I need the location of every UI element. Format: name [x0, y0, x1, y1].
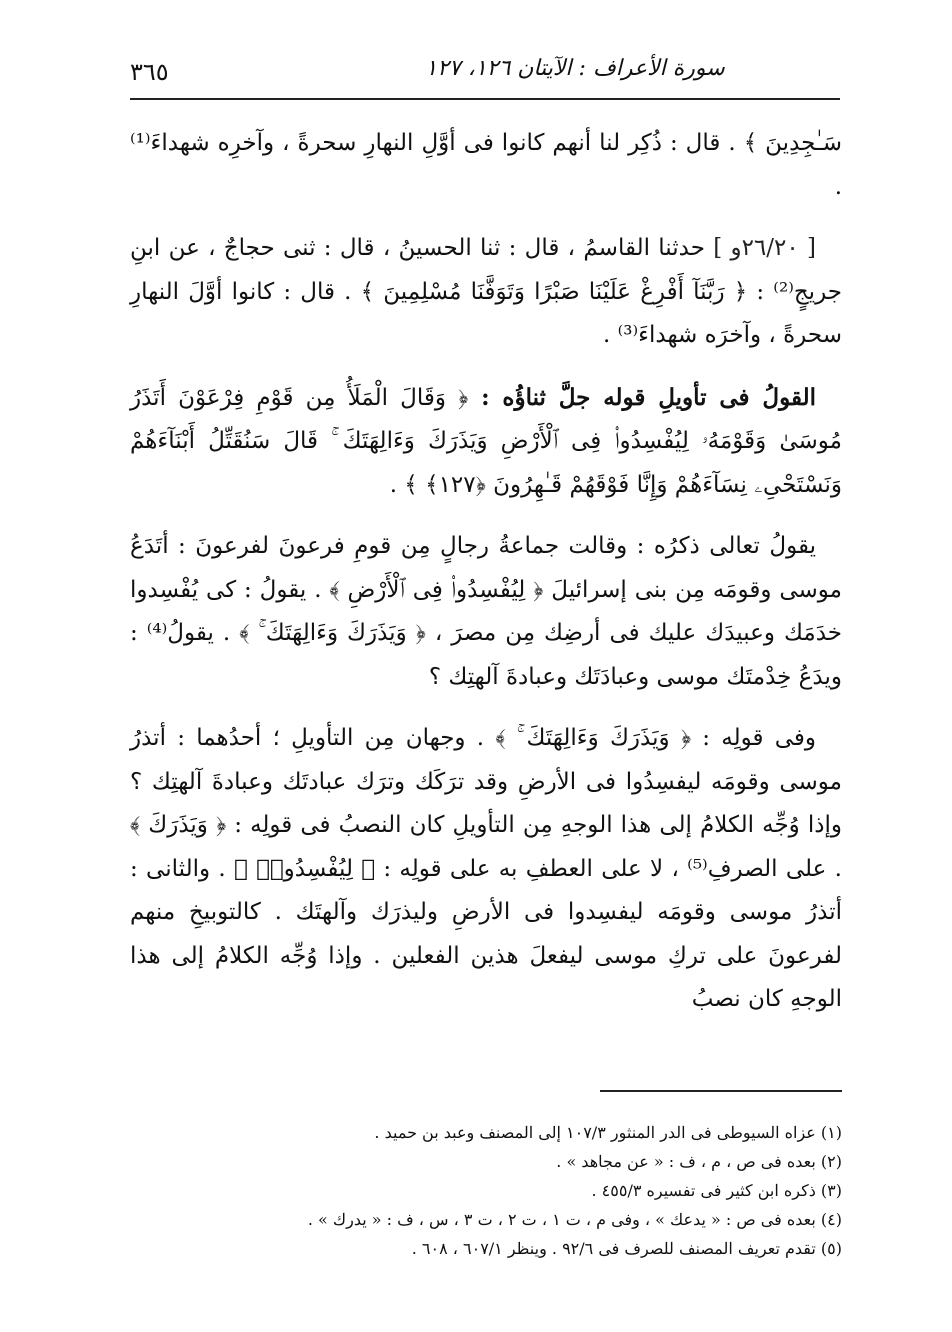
paragraph-3 [130, 376, 842, 508]
footnote-3: (٣) ذكره ابن كثير فى تفسيره ٤٥٥/٣ . [591, 1181, 842, 1200]
page-header [130, 52, 840, 100]
footnote-5: (٥) تقدم تعريف المصنف للصرف فى ٩٢/٦ . وينظر ٦٠٧/١ ، ٦٠٨ . [411, 1239, 842, 1258]
manuscript-reference: [ ٢٦/٢٠و ] [704, 235, 817, 261]
paragraph-text: ﴿ وَقَالَ الْمَلَأُ مِن قَوْمِ فِرْعَوْنَ أَتَذَرُ مُوسَىٰ وَقَوْمَهُۥ لِيُفْسِدُوا۟ فِى ٱلْأَرْضِ وَيَذَرَكَ وَءَالِهَتَكَ ۚ قَالَ سَنُقَتِّلُ أَبْنَآءَهُمْ وَنَسْتَحْىِۦ نِسَآءَهُمْ وَإِنَّا فَوْقَهُمْ قَـٰهِرُونَ ﴿١٢٧﴾ ﴾ . [130, 384, 842, 498]
paragraph-text: وفى قولِه : ﴿ وَيَذَرَكَ وَءَالِهَتَكَ ۚ ﴾ . وجهان مِن التأويلِ ؛ أحدُهما : أتذرُ موسى وقومَه ليفسِدُوا فى الأرضِ وقد ترَكَك وترَك عبادتَك وعبادةَ آلهتِك ؟ وإذا وُجِّه الكلامُ إلى هذا الوجهِ مِن التأويلِ كان النصبُ فى قولِه : ﴿ وَيَذَرَكَ ﴾ . على الصرفِ⁽⁵⁾ ، لا على العطفِ به على قولِه : ﴿ لِيُفْسِدُوا۟ ﴾ . والثانى : أتذرُ موسى وقومَه ليفسِدوا فى الأرضِ وليذرَك وآلهتَك . كالتوبيخِ منهم لفرعونَ على تركِ موسى ليفعلَ هذين الفعلين . وإذا وُجِّه الكلامُ إلى هذا الوجهِ كان نصبُ [130, 725, 842, 1012]
running-title: سورة الأعراف : الآيتان ١٢٦، ١٢٧ [425, 56, 725, 81]
footnote-divider [600, 1090, 842, 1092]
footnotes [130, 1118, 842, 1263]
main-text [130, 122, 842, 1022]
footnote-1: (١) عزاه السيوطى فى الدر المنثور ١٠٧/٣ إلى المصنف وعبد بن حميد . [374, 1123, 842, 1142]
paragraph-5 [130, 717, 842, 1022]
footnote-4: (٤) بعده فى ص : « يدعك » ، وفى م ، ت ١ ، ت ٢ ، ت ٣ ، س ، ف : « يدرك » . [307, 1210, 842, 1229]
footnote-2: (٢) بعده فى ص ، م ، ف : « عن مجاهد » . [556, 1152, 842, 1171]
section-heading: القولُ فى تأويلِ قوله جلَّ ثناؤُه : [468, 383, 816, 411]
paragraph-1 [130, 122, 842, 209]
paragraph-text: يقولُ تعالى ذكرُه : وقالت جماعةُ رجالٍ مِن قومِ فرعونَ لفرعونَ : أتَدَعُ موسى وقومَه مِن بنى إسرائيلَ ﴿ لِيُفْسِدُوا۟ فِى ٱلْأَرْضِ ﴾ . يقولُ : كى يُفْسِدوا خدَمَك وعبيدَك عليك فى أرضِك مِن مصرَ ، ﴿ وَيَذَرَكَ وَءَالِهَتَكَ ۚ ﴾ . يقولُ⁽⁴⁾ : ويدَعُ خِدْمتَك موسى وعبادَتَك وعبادةَ آلهتِك ؟ [130, 533, 842, 690]
paragraph-text: سَـٰجِدِينَ ﴾ . قال : ذُكِر لنا أنهم كانوا فى أوَّلِ النهارِ سحرةً ، وآخرِه شهداءَ⁽¹⁾ . [130, 130, 842, 200]
page-number: ٣٦٥ [130, 58, 169, 86]
paragraph-text: حدثنا القاسمُ ، قال : ثنا الحسينُ ، قال : ثنى حجاجٌ ، عن ابنِ جريجٍ⁽²⁾ : ﴿ رَبَّنَآ أَفْرِغْ عَلَيْنَا صَبْرًا وَتَوَفَّنَا مُسْلِمِينَ ﴾ . قال : كانوا أوَّلَ النهارِ سحرةً ، وآخرَه شهداءَ⁽³⁾ . [130, 235, 842, 348]
paragraph-4 [130, 525, 842, 699]
paragraph-2 [130, 227, 842, 358]
